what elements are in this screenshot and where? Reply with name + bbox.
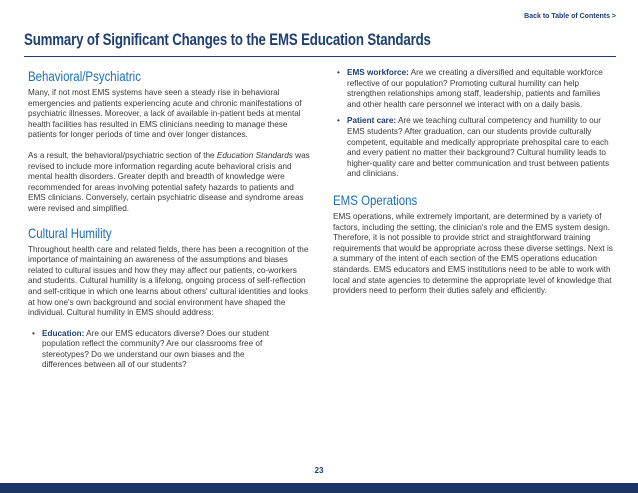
behavioral-paragraph-2: [28, 151, 310, 215]
title-divider: [24, 56, 616, 57]
footer-bar: [0, 483, 638, 493]
behavioral-paragraph-1: Many, if not most EMS systems have seen a steady rise in behavioral emergencies and patients experiencing acute and chronic manifestations of psychiatric illnesses. Moreover, a lack of available in-patient beds at mental health facilities has resulted in EMS clinicians needing to manage these patients for longer periods of time and over longer distances.: [28, 88, 302, 140]
bullet-label: Patient care:: [347, 116, 397, 126]
page-title: Summary of Significant Changes to the EMS Education Standards: [24, 30, 431, 49]
bullet-education: [28, 329, 310, 371]
education-standards-italic: Education Standards: [216, 150, 293, 160]
back-to-toc-link[interactable]: Back to Table of Contents >: [524, 13, 616, 20]
bullet-dot-icon: •: [337, 68, 340, 77]
right-column: [333, 68, 614, 297]
bullet-label: EMS workforce:: [347, 68, 409, 77]
cultural-humility-heading: Cultural Humility: [28, 224, 112, 241]
cultural-bullets-left: [28, 329, 310, 371]
bullet-dot-icon: •: [337, 116, 340, 126]
bullet-ems-workforce: [333, 68, 614, 110]
bullet-dot-icon: •: [32, 328, 35, 338]
behavioral-heading: Behavioral/Psychiatric: [28, 68, 141, 84]
bullet-label: Education:: [42, 328, 85, 338]
ems-operations-heading: EMS Operations: [333, 191, 418, 208]
cultural-humility-paragraph: Throughout health care and related fields, there has been a recognition of the importance of maintaining an awareness of the assumptions and biases related to cultural issues and how they may affect our patients, co-workers and students. Cultural humility is a lifelong, ongoing process of self-reflection and self-critique in which one learns about others' cultural identities and looks at how one's own background and social environment have shaped the individual. Cultural humility in EMS should address:: [28, 244, 309, 318]
bullet-text: Are our EMS educators diverse? Does our student population reflect the community? Are our classrooms free of stereotypes? Do we understand our own biases and the differences between all of our students?: [42, 328, 270, 370]
page-number: 23: [314, 466, 324, 475]
ems-operations-paragraph: EMS operations, while extremely important, are determined by a variety of factors, including the setting, the clinician's role and the EMS system design. Therefore, it is not possible to provide strict and straightforward training requirements that would be appropriate across these diverse settings. Next is a summary of the intent of each section of the EMS operations education standards. EMS educators and EMS institutions need to be able to work with local and state agencies to determine the appropriate level of knowledge that providers need to perform their duties safely and efficiently.: [333, 211, 613, 296]
left-column: [28, 68, 310, 377]
cultural-bullets-right: [333, 68, 614, 180]
bullet-text: Are we creating a diversified and equitable workforce reflective of our population? Promoting cultural humility can help strengthen relationships among staff, leadership, patients and families and other health care personnel we interact with on a daily basis.: [347, 68, 603, 109]
bullet-text: Are we teaching cultural competency and humility to our EMS students? After graduation, can our students provide culturally competent, equitable and medically appropriate prehospital care to each and every patient no matter their background? Cultural humility leads to higher-quality care and better communication and trust between patients and clinicians.: [347, 116, 610, 179]
behavioral-p2-start: As a result, the behavioral/psychiatric section of the: [28, 150, 217, 160]
bullet-patient-care: [333, 116, 614, 180]
behavioral-p2-end: was revised to include more information regarding acute behavioral crisis and mental health disorders. Greater depth and breadth of knowledge were recommended for areas involving potential safety hazards to patients and EMS clinicians. Conversely, certain psychiatric disease and syndrome areas were revised and simplified.: [28, 150, 310, 213]
